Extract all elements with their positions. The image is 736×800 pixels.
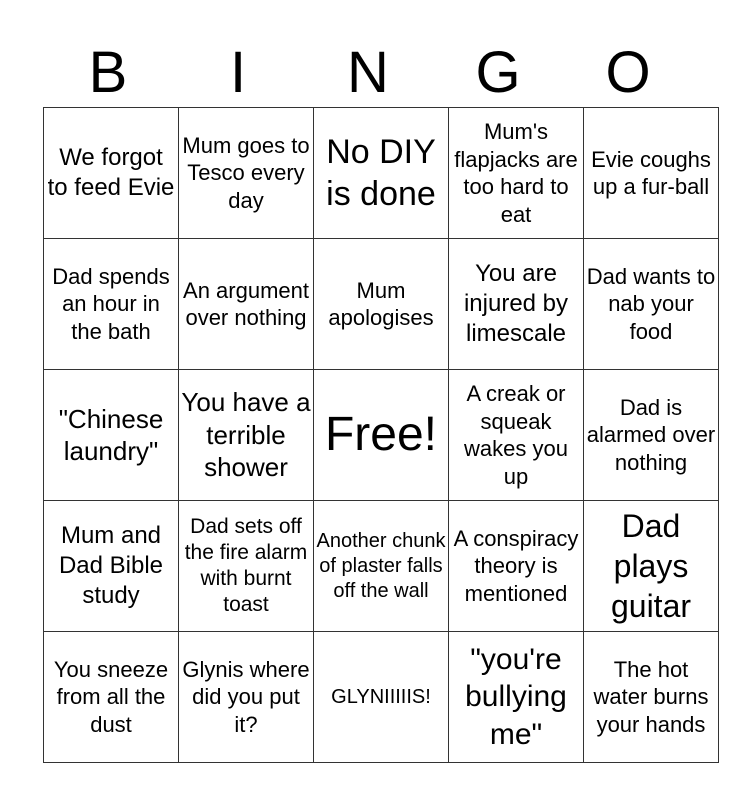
bingo-cell[interactable]: You are injured by limescale (449, 239, 584, 370)
bingo-cell[interactable]: Mum goes to Tesco every day (179, 108, 314, 239)
bingo-cell[interactable]: Mum's flapjacks are too hard to eat (449, 108, 584, 239)
board-row (44, 501, 719, 632)
header-letter-b: B (88, 40, 128, 105)
header-letter-i: I (229, 40, 247, 105)
bingo-header (43, 40, 693, 106)
bingo-cell[interactable]: Dad plays guitar (584, 501, 719, 632)
bingo-cell[interactable]: The hot water burns your hands (584, 632, 719, 763)
bingo-cell[interactable]: Evie coughs up a fur-ball (584, 108, 719, 239)
bingo-cell[interactable]: We forgot to feed Evie (44, 108, 179, 239)
bingo-cell[interactable]: Mum apologises (314, 239, 449, 370)
header-letter-n: N (347, 40, 389, 105)
board-row (44, 239, 719, 370)
bingo-cell[interactable]: Dad is alarmed over nothing (584, 370, 719, 501)
bingo-cell[interactable]: You sneeze from all the dust (44, 632, 179, 763)
bingo-board (43, 107, 719, 763)
bingo-cell[interactable]: Mum and Dad Bible study (44, 501, 179, 632)
bingo-cell[interactable]: Another chunk of plaster falls off the wall (314, 501, 449, 632)
bingo-cell[interactable]: Dad sets off the fire alarm with burnt toast (179, 501, 314, 632)
header-letter-o: O (605, 40, 651, 105)
bingo-cell[interactable]: GLYNIIIIIS! (314, 632, 449, 763)
free-space-cell[interactable]: Free! (314, 370, 449, 501)
bingo-cell[interactable]: A creak or squeak wakes you up (449, 370, 584, 501)
bingo-cell[interactable]: No DIY is done (314, 108, 449, 239)
bingo-cell[interactable]: Glynis where did you put it? (179, 632, 314, 763)
header-letter-g: G (475, 40, 521, 105)
bingo-cell[interactable]: You have a terrible shower (179, 370, 314, 501)
bingo-cell[interactable]: A conspiracy theory is mentioned (449, 501, 584, 632)
bingo-cell[interactable]: An argument over nothing (179, 239, 314, 370)
bingo-cell[interactable]: Dad spends an hour in the bath (44, 239, 179, 370)
board-row (44, 632, 719, 763)
bingo-cell[interactable]: "Chinese laundry" (44, 370, 179, 501)
bingo-cell[interactable]: Dad wants to nab your food (584, 239, 719, 370)
board-row (44, 108, 719, 239)
bingo-cell[interactable]: "you're bullying me" (449, 632, 584, 763)
board-row (44, 370, 719, 501)
